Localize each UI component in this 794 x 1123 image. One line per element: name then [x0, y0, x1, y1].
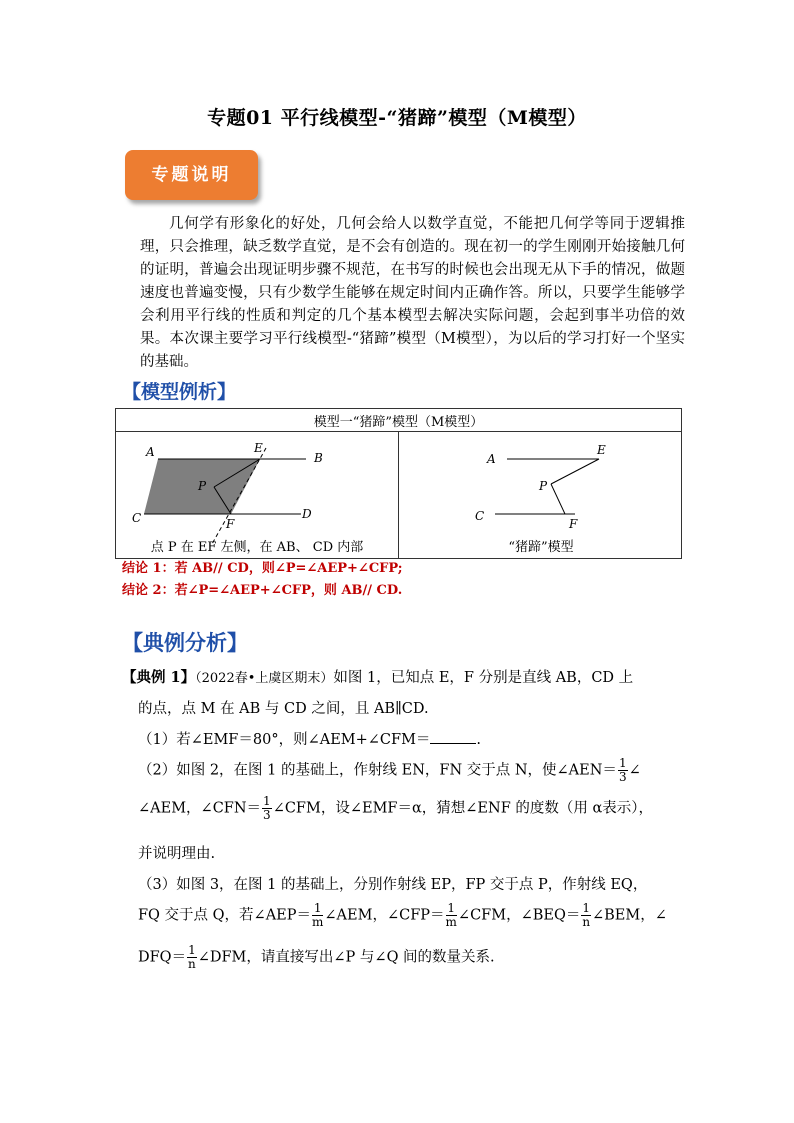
page-title: 专题01 平行线模型-“猪蹄”模型（M模型）: [207, 107, 587, 129]
fraction-one-m-2: [446, 902, 457, 929]
q3-text-e: DFQ＝: [138, 949, 187, 966]
question-2-line-2: [138, 795, 653, 822]
label-c: C: [132, 511, 142, 525]
model-section-title: 【模型例析】: [122, 381, 237, 403]
model-table: [115, 408, 682, 559]
fraction-one-m: [312, 902, 323, 929]
fraction-denominator-2: 3: [263, 808, 271, 822]
example-tag: 【典例 1】: [122, 669, 196, 686]
q3-text-a: FQ 交于点 Q，若∠AEP＝: [138, 907, 312, 924]
label-e-right: E: [597, 443, 606, 457]
fraction-one-m-den: m: [312, 915, 324, 929]
fraction-one-n-den: n: [582, 915, 591, 929]
fraction-one-n: [581, 902, 591, 929]
fraction-denominator: 3: [618, 770, 627, 784]
segment-pf-right: [551, 484, 565, 514]
fraction-one-m-2-num: 1: [447, 901, 456, 915]
model-table-header: 模型一“猪蹄”模型（M模型）: [116, 409, 682, 432]
label-f-right: F: [569, 517, 578, 531]
fraction-one-n-2-den: n: [188, 957, 196, 971]
example-stem-1: 如图 1，已知点 E，F 分别是直线 AB，CD 上: [333, 670, 634, 686]
fraction-numerator-2: 1: [263, 794, 271, 808]
question-2-text: （2）如图 2，在图 1 的基础上，作射线 EN，FN 交于点 N，使∠AEN＝: [138, 762, 617, 779]
angle-symbol: ∠: [628, 762, 641, 779]
q3-text-f: ∠DFM，请直接写出∠P 与∠Q 间的数量关系.: [197, 949, 495, 966]
label-e: E: [254, 441, 263, 455]
fraction-one-third: [618, 757, 628, 784]
question-1-end: .: [476, 732, 482, 748]
question-1-text: （1）若∠EMF＝80°，则∠AEM+∠CFM＝: [138, 732, 431, 748]
intro-badge: [125, 150, 258, 200]
fraction-one-m-num: 1: [313, 901, 322, 915]
question-2-line-3: 并说明理由.: [138, 846, 216, 862]
label-d: D: [302, 507, 312, 521]
question-3-line-3: [138, 944, 495, 971]
intro-badge-label: 专题说明: [151, 165, 232, 185]
model-left-cell: [116, 432, 399, 559]
answer-blank: [430, 729, 476, 744]
label-a-right: A: [487, 452, 496, 466]
label-a: A: [146, 445, 155, 459]
question-2-text-2a: ∠AEM，∠CFN＝: [138, 800, 262, 817]
q3-text-b: ∠AEM，∠CFP＝: [324, 907, 445, 924]
q3-text-c: ∠CFM，∠BEQ＝: [457, 907, 581, 924]
question-3-line-1: （3）如图 3，在图 1 的基础上，分别作射线 EP，FP 交于点 P，作射线 EQ，: [138, 877, 648, 893]
label-p: P: [198, 479, 207, 493]
label-f: F: [226, 517, 235, 531]
label-p-right: P: [539, 479, 548, 493]
segment-ep-right: [551, 459, 599, 484]
conclusion-2: 结论 2：若∠P=∠AEP+∠CFP，则 AB// CD.: [122, 583, 403, 598]
example-stem-2: 的点，点 M 在 AB 与 CD 之间，且 AB∥CD.: [138, 701, 429, 717]
intro-paragraph: 几何学有形象化的好处，几何会给人以数学直觉，不能把几何学等同于逻辑推理，只会推理，缺乏数学直觉，是不会有创造的。现在初一的学生刚刚开始接触几何的证明，普遍会出现证明步骤不规范，在书写的时候也会出现无从下手的情况，做题速度也普遍变慢，只有少数学生能够在规定时间内正确作答。所以，只要学生能够学会利用平行线的性质和判定的几个基本模型去解决实际问题，会起到事半功倍的效果。本次课主要学习平行线模型-“猪蹄”模型（M模型），为以后的学习打好一个坚实的基础。: [140, 216, 685, 370]
question-3-line-2: [138, 902, 667, 929]
fraction-one-m-2-den: m: [445, 915, 457, 929]
fraction-numerator: 1: [618, 756, 627, 770]
right-caption: “猪蹄”模型: [508, 540, 574, 555]
example-section-title: 【典例分析】: [122, 630, 248, 655]
conclusion-1: 结论 1：若 AB// CD，则∠P=∠AEP+∠CFP;: [122, 561, 403, 576]
question-1: [138, 728, 481, 749]
example-source: （2022春•上虞区期末）: [195, 671, 334, 686]
label-c-right: C: [475, 509, 485, 523]
label-b: B: [314, 451, 323, 465]
model-right-cell: [399, 432, 682, 559]
example-line-1: [122, 666, 633, 687]
question-2-text-2b: ∠CFM，设∠EMF＝α，猜想∠ENF 的度数（用 α表示），: [272, 800, 654, 817]
fraction-one-n-2: [187, 944, 197, 971]
question-2-line-1: [138, 757, 641, 784]
left-caption: 点 P 在 EF 左侧，在 AB、 CD 内部: [150, 540, 364, 555]
fraction-one-third-2: [262, 795, 272, 822]
fraction-one-n-num: 1: [582, 901, 590, 915]
fraction-one-n-2-num: 1: [188, 943, 196, 957]
q3-text-d: ∠BEM，∠: [592, 907, 667, 924]
